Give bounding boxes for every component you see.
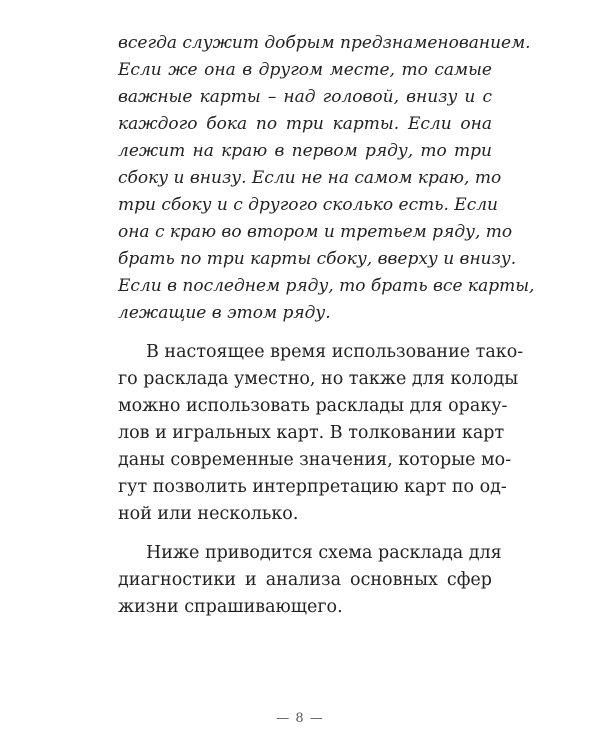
- text-line: лежит на краю в первом ряду, то три: [118, 141, 492, 161]
- text-line: го расклада уместно, но также для колоды: [118, 369, 519, 389]
- text-line: В настоящее время использование тако-: [146, 342, 524, 362]
- text-line: сбоку и внизу. Если не на самом краю, то: [118, 168, 502, 188]
- text-line: диагностики и анализа основных сфер: [118, 570, 492, 590]
- text-line: ной или несколько.: [118, 504, 299, 524]
- text-line: Если же она в другом месте, то самые: [118, 60, 492, 80]
- text-line: Если в последнем ряду, то брать все карты,: [118, 276, 535, 296]
- page-text: [118, 30, 535, 621]
- text-line: три сбоку и с другого сколько есть. Если: [118, 195, 499, 215]
- page-number: — 8 —: [276, 711, 324, 726]
- text-line: брать по три карты сбоку, вверху и внизу.: [118, 249, 517, 269]
- text-line: гут позволить интерпретацию карт по од-: [118, 477, 507, 497]
- text-line: она с краю во втором и третьем ряду, то: [118, 222, 513, 242]
- text-line: важные карты – над головой, внизу и с: [118, 87, 492, 107]
- text-line: всегда служит добрым предзнаменованием.: [118, 33, 531, 53]
- text-line: Ниже приводится схема расклада для: [146, 543, 502, 563]
- text-line: каждого бока по три карты. Если она: [118, 114, 492, 134]
- text-line: можно использовать расклады для ораку-: [118, 396, 508, 416]
- body-paragraph: [118, 339, 524, 528]
- text-line: лежащие в этом ряду.: [118, 303, 331, 323]
- text-line: даны современные значения, которые мо-: [118, 450, 512, 470]
- text-line: лов и игральных карт. В толковании карт: [118, 423, 505, 443]
- italic-paragraph: [118, 30, 535, 327]
- text-line: жизни спрашивающего.: [118, 597, 343, 617]
- body-paragraph: [118, 540, 502, 621]
